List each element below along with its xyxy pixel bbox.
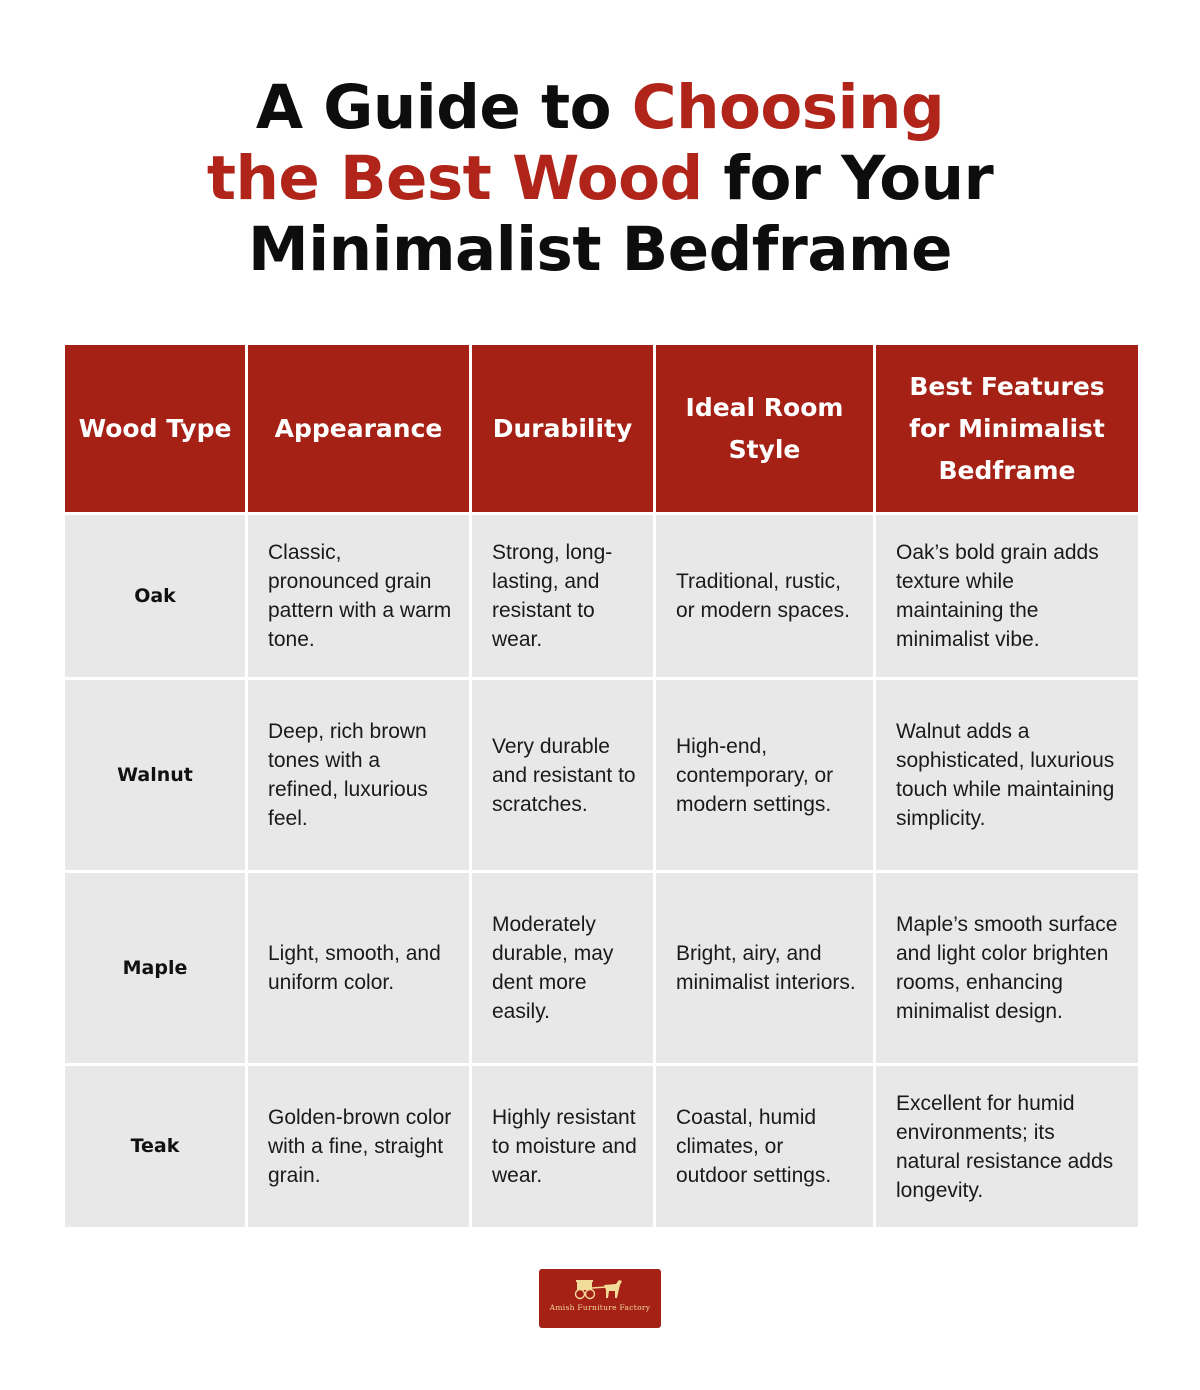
cell-durability: Moderately durable, may dent more easily. <box>471 872 655 1065</box>
cell-room-style: Traditional, rustic, or modern spaces. <box>655 514 875 679</box>
cell-wood-type: Teak <box>64 1065 247 1229</box>
cell-room-style: High-end, contemporary, or modern settings. <box>655 679 875 872</box>
cell-durability: Highly resistant to moisture and wear. <box>471 1065 655 1229</box>
cell-features: Walnut adds a sophisticated, luxurious touch while maintaining simplicity. <box>875 679 1140 872</box>
table-row <box>64 872 1140 1065</box>
cell-appearance: Golden-brown color with a fine, straight grain. <box>247 1065 471 1229</box>
header-room-style: Ideal Room Style <box>655 344 875 514</box>
cell-room-style: Coastal, humid climates, or outdoor settings. <box>655 1065 875 1229</box>
table-row <box>64 514 1140 679</box>
title-part-1: A Guide to <box>255 72 632 143</box>
cell-appearance: Classic, pronounced grain pattern with a warm tone. <box>247 514 471 679</box>
cell-features: Maple’s smooth surface and light color brighten rooms, enhancing minimalist design. <box>875 872 1140 1065</box>
title-highlight-best-wood: the Best Wood <box>206 143 703 214</box>
logo-text: Amish Furniture Factory <box>549 1303 651 1312</box>
wood-comparison-table <box>62 342 1141 1230</box>
title-part-5: Minimalist Bedframe <box>248 214 952 285</box>
cell-room-style: Bright, airy, and minimalist interiors. <box>655 872 875 1065</box>
cell-wood-type: Oak <box>64 514 247 679</box>
cell-features: Excellent for humid environments; its natural resistance adds longevity. <box>875 1065 1140 1229</box>
title-highlight-choosing: Choosing <box>631 72 945 143</box>
cell-wood-type: Walnut <box>64 679 247 872</box>
table-header-row <box>64 344 1140 514</box>
title-part-4: for Your <box>702 143 994 214</box>
cell-appearance: Light, smooth, and uniform color. <box>247 872 471 1065</box>
table-row <box>64 679 1140 872</box>
cell-durability: Very durable and resistant to scratches. <box>471 679 655 872</box>
cell-durability: Strong, long-lasting, and resistant to wear. <box>471 514 655 679</box>
table-row <box>64 1065 1140 1229</box>
cell-wood-type: Maple <box>64 872 247 1065</box>
header-wood-type: Wood Type <box>64 344 247 514</box>
cell-features: Oak’s bold grain adds texture while maintaining the minimalist vibe. <box>875 514 1140 679</box>
brand-logo <box>539 1269 661 1328</box>
header-appearance: Appearance <box>247 344 471 514</box>
header-durability: Durability <box>471 344 655 514</box>
horse-buggy-icon <box>574 1278 626 1300</box>
cell-appearance: Deep, rich brown tones with a refined, luxurious feel. <box>247 679 471 872</box>
page-title <box>0 72 1200 285</box>
header-features: Best Features for Minimalist Bedframe <box>875 344 1140 514</box>
